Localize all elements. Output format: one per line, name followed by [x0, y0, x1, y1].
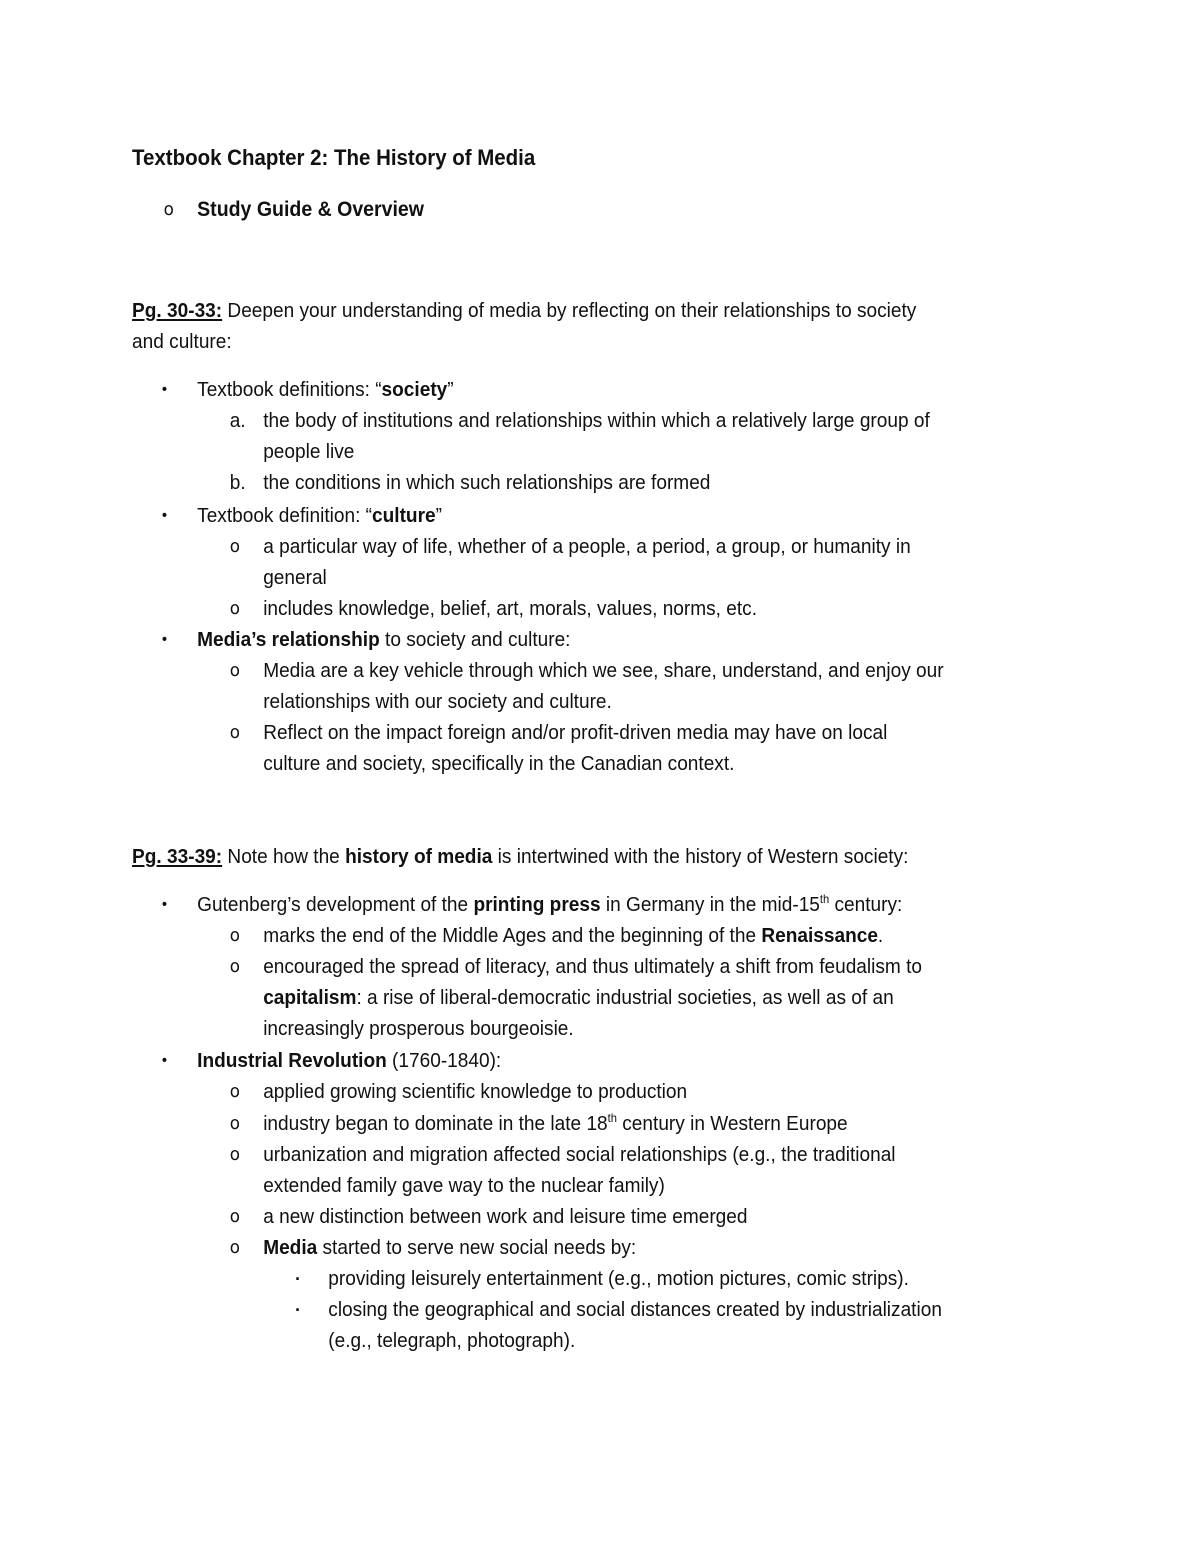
page-subtitle: Study Guide & Overview — [197, 198, 424, 221]
circle-bullet-icon: o — [229, 1237, 240, 1258]
bullet-icon: • — [161, 1052, 168, 1069]
letter-marker: b. — [229, 471, 246, 494]
circle-bullet-icon: o — [229, 660, 240, 681]
square-bullet-icon: ▪ — [295, 1304, 300, 1316]
bullet-icon: • — [161, 507, 168, 524]
circle-bullet-icon: o — [229, 1206, 240, 1227]
square-bullet-icon: ▪ — [295, 1273, 300, 1285]
circle-bullet-icon: o — [229, 722, 240, 743]
circle-bullet-icon: o — [163, 199, 174, 220]
bullet-icon: • — [161, 631, 168, 648]
bullet-icon: • — [161, 896, 168, 913]
section1-page-ref: Pg. 30-33: — [132, 299, 223, 322]
circle-bullet-icon: o — [229, 1113, 240, 1134]
bullet-icon: • — [161, 381, 168, 398]
letter-marker: a. — [229, 409, 246, 432]
circle-bullet-icon: o — [229, 1144, 240, 1165]
circle-bullet-icon: o — [229, 598, 240, 619]
circle-bullet-icon: o — [229, 1081, 240, 1102]
circle-bullet-icon: o — [229, 956, 240, 977]
circle-bullet-icon: o — [229, 536, 240, 557]
circle-bullet-icon: o — [229, 925, 240, 946]
section2-page-ref: Pg. 33-39: — [132, 845, 223, 868]
document-page: Textbook Chapter 2: The History of Media o Study Guide & Overview Pg. 30-33: Deepen your understanding of media by reflecting on their relationships to society and culture: • Textbook definitions: “society” a. the body of institutions and relationships within which a relatively large group of people live b. the conditions in which such relationships are formed • Textbook definition: “culture” o a particular way of life, whether of a people, a period, a group, or humanity in general o includes knowledge, belief, art, morals, values, norms, etc. • Media’s relationship to society and culture: o Media are a key vehicle through which we see, share, understand, and enjoy our relationships with our society and culture. o Reflect on the impact foreign and/or profit-driven media may have on local culture and society, specifically in the Canadian context. Pg. 33-39: Note how the history of media is intertwined with the history of Western society: • Gutenberg’s development of the printing press in Germany in the mid-15th century: o marks the end of the Middle Ages and the beginning of the Renaissance. o encouraged the spread of literacy, and thus ultimately a shift from feudalism to capitalism: a rise of liberal-democratic industrial societies, as well as of an increasingly prosperous bourgeoisie. • Industrial Revolution (1760-1840): o applied growing scientific knowledge to production o industry began to dominate in the late 18th century in Western Europe o urbanization and migration affected social relationships (e.g., the traditional extended family gave way to the nuclear family) o a new distinction between work and leisure time emerged o Media started to serve new social needs by: ▪ providing leisurely entertainment (e.g., motion pictures, comic strips). ▪ closing the geographical and social distances created by industrialization (e.g., telegraph, photograph). — [132, 145, 944, 1352]
